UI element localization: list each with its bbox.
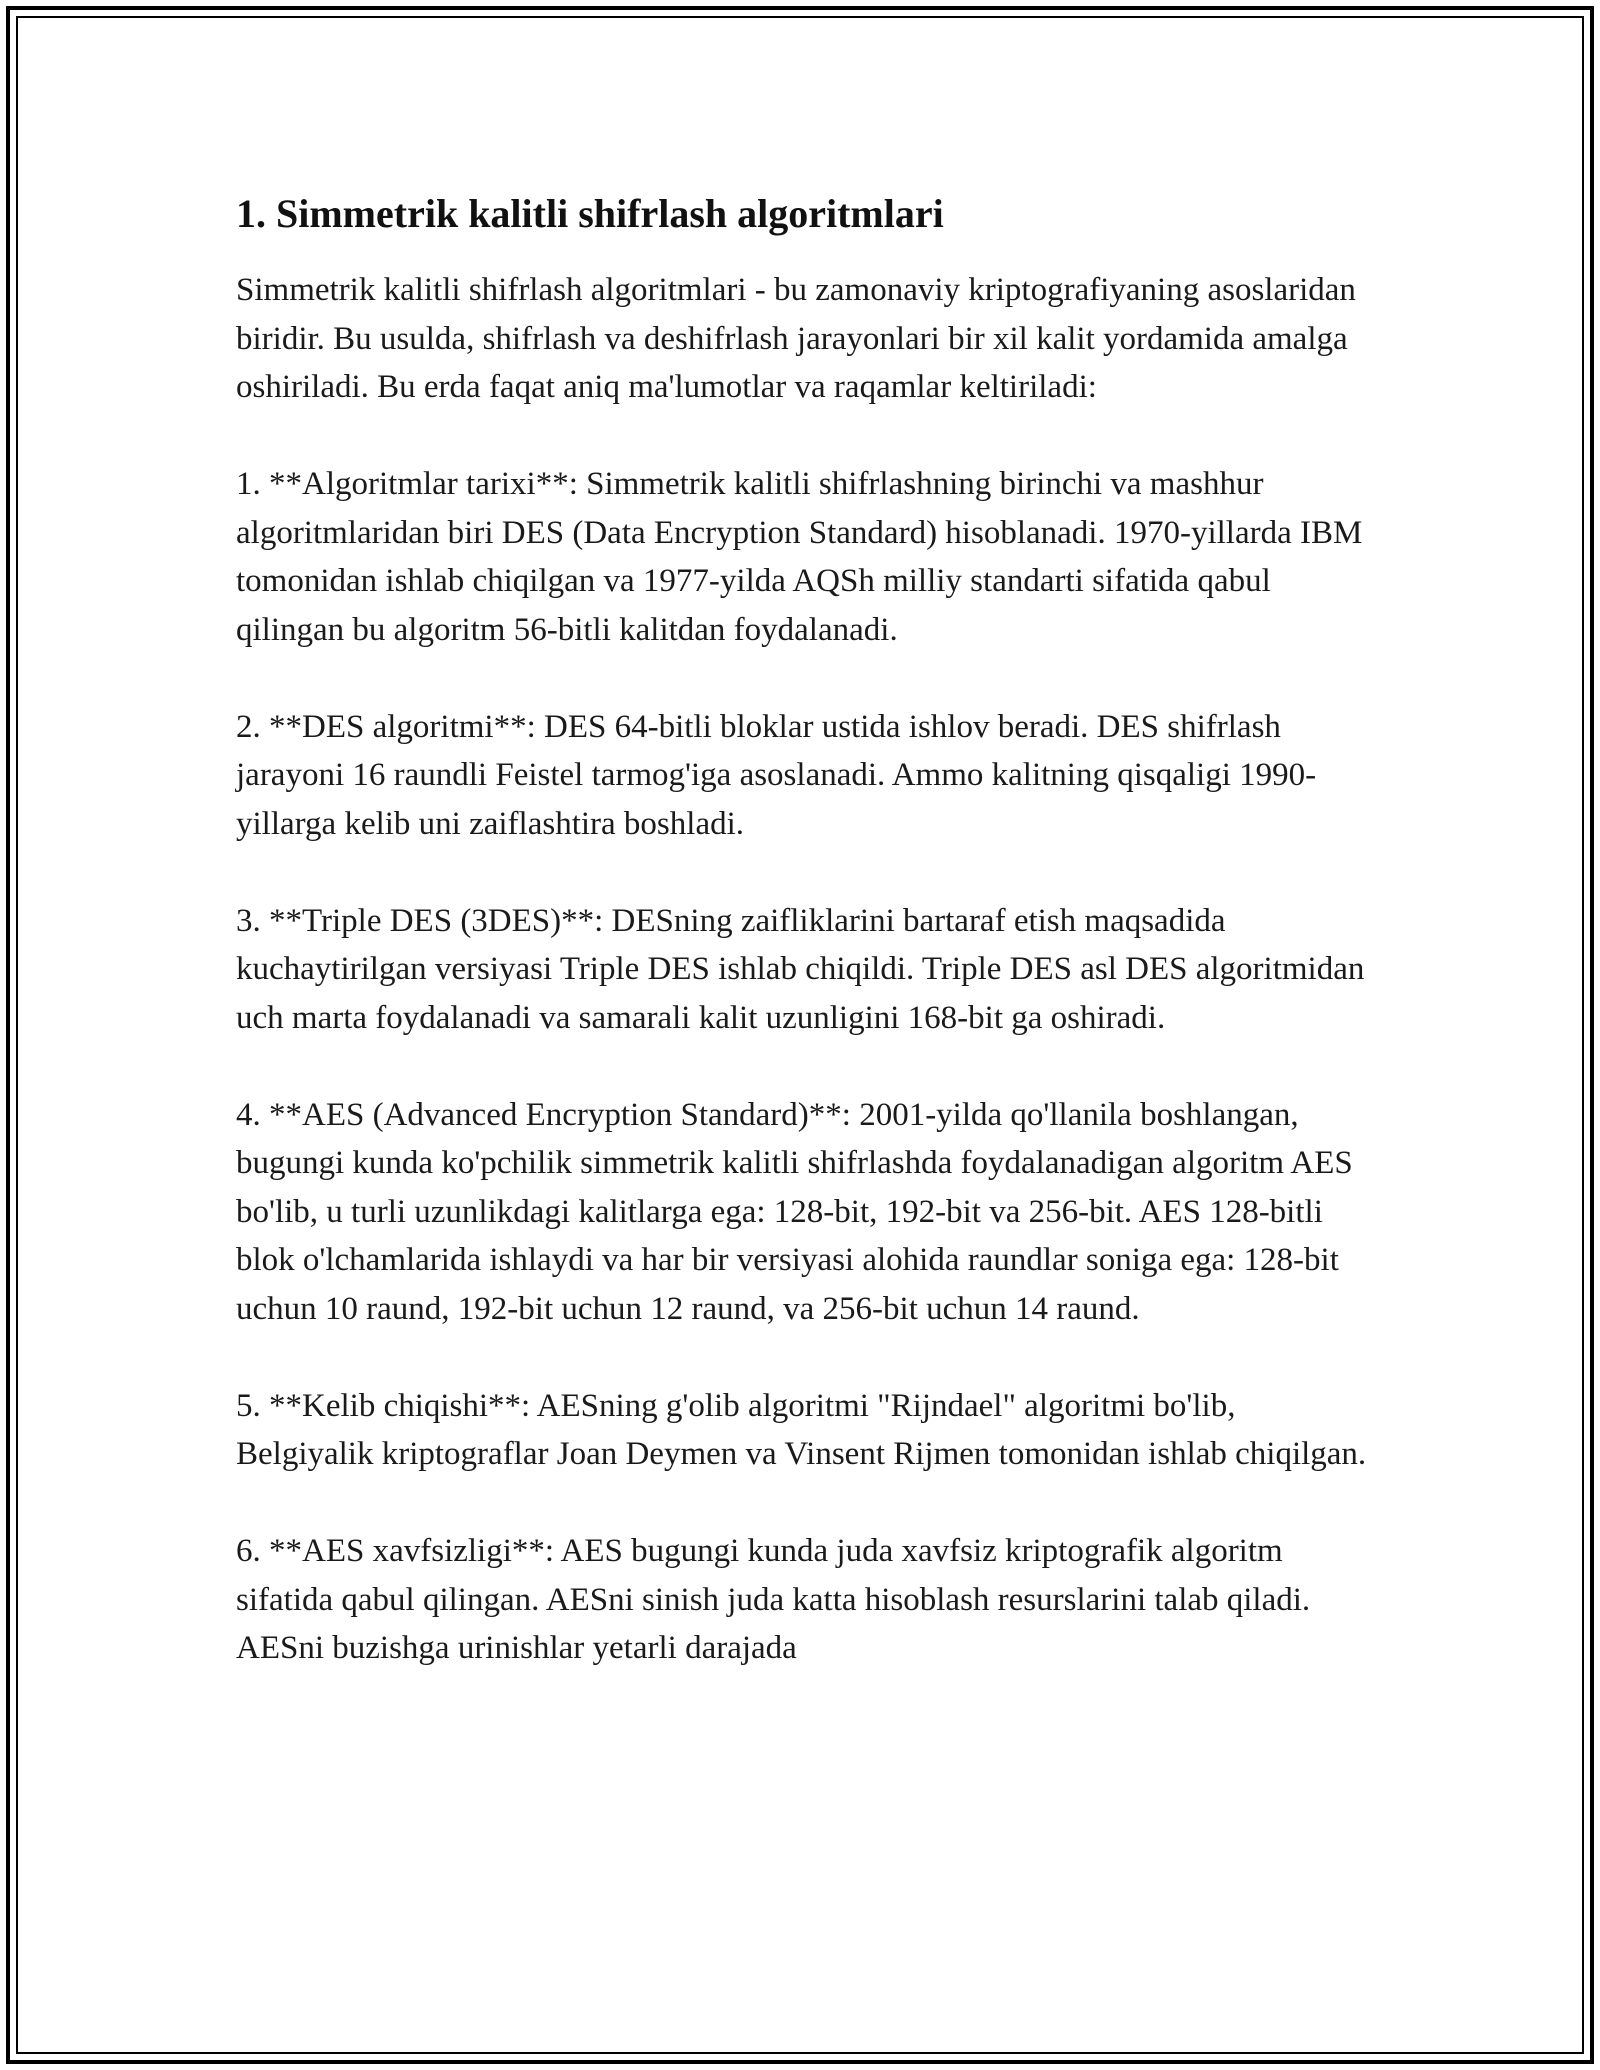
document-body: [236, 188, 1376, 1721]
paragraph-origin: 5. **Kelib chiqishi**: AESning g'olib algoritmi "Rijndael" algoritmi bo'lib, Belgiyalik kriptograflar Joan Deymen va Vinsent Rijmen tomonidan ishlab chiqilgan.: [236, 1387, 1367, 1472]
section-heading: 1. Simmetrik kalitli shifrlash algoritmlari: [236, 191, 944, 236]
paragraph-aes-security: 6. **AES xavfsizligi**: AES bugungi kunda juda xavfsiz kriptografik algoritm sifatida qabul qilingan. AESni sinish juda katta hisoblash resurslarini talab qiladi. AESni buzishga urinishlar yetarli darajada: [236, 1533, 1311, 1666]
intro-paragraph: Simmetrik kalitli shifrlash algoritmlari - bu zamonaviy kriptografiyaning asoslaridan biridir. Bu usulda, shifrlash va deshifrlash jarayonlari bir xil kalit yordamida amalga oshiriladi. Bu erda faqat aniq ma'lumotlar va raqamlar keltiriladi:: [236, 272, 1356, 405]
paragraph-triple-des: 3. **Triple DES (3DES)**: DESning zaifliklarini bartaraf etish maqsadida kuchaytirilgan versiyasi Triple DES ishlab chiqildi. Triple DES asl DES algoritmidan uch marta foydalanadi va samarali kalit uzunligini 168-bit ga oshiradi.: [236, 902, 1365, 1036]
paragraph-des: 2. **DES algoritmi**: DES 64-bitli bloklar ustida ishlov beradi. DES shifrlash jarayoni 16 raundli Feistel tarmog'iga asoslanadi. Ammo kalitning qisqaligi 1990-yillarga kelib uni zaiflashtira boshladi.: [236, 708, 1317, 842]
paragraph-aes: 4. **AES (Advanced Encryption Standard)**: 2001-yilda qo'llanila boshlangan, bugungi kunda ko'pchilik simmetrik kalitli shifrlashda foydalanadigan algoritm AES bo'lib, u turli uzunlikdagi kalitlarga ega: 128-bit, 192-bit va 256-bit. AES 128-bitli blok o'lchamlarida ishlaydi va har bir versiyasi alohida raundlar soniga ega: 128-bit uchun 10 raund, 192-bit uchun 12 raund, va 256-bit uchun 14 raund.: [236, 1096, 1353, 1327]
paragraph-algorithm-history: 1. **Algoritmlar tarixi**: Simmetrik kalitli shifrlashning birinchi va mashhur algoritmlaridan biri DES (Data Encryption Standard) hisoblanadi. 1970-yillarda IBM tomonidan ishlab chiqilgan va 1977-yilda AQSh milliy standarti sifatida qabul qilingan bu algoritm 56-bitli kalitdan foydalanadi.: [236, 466, 1363, 648]
